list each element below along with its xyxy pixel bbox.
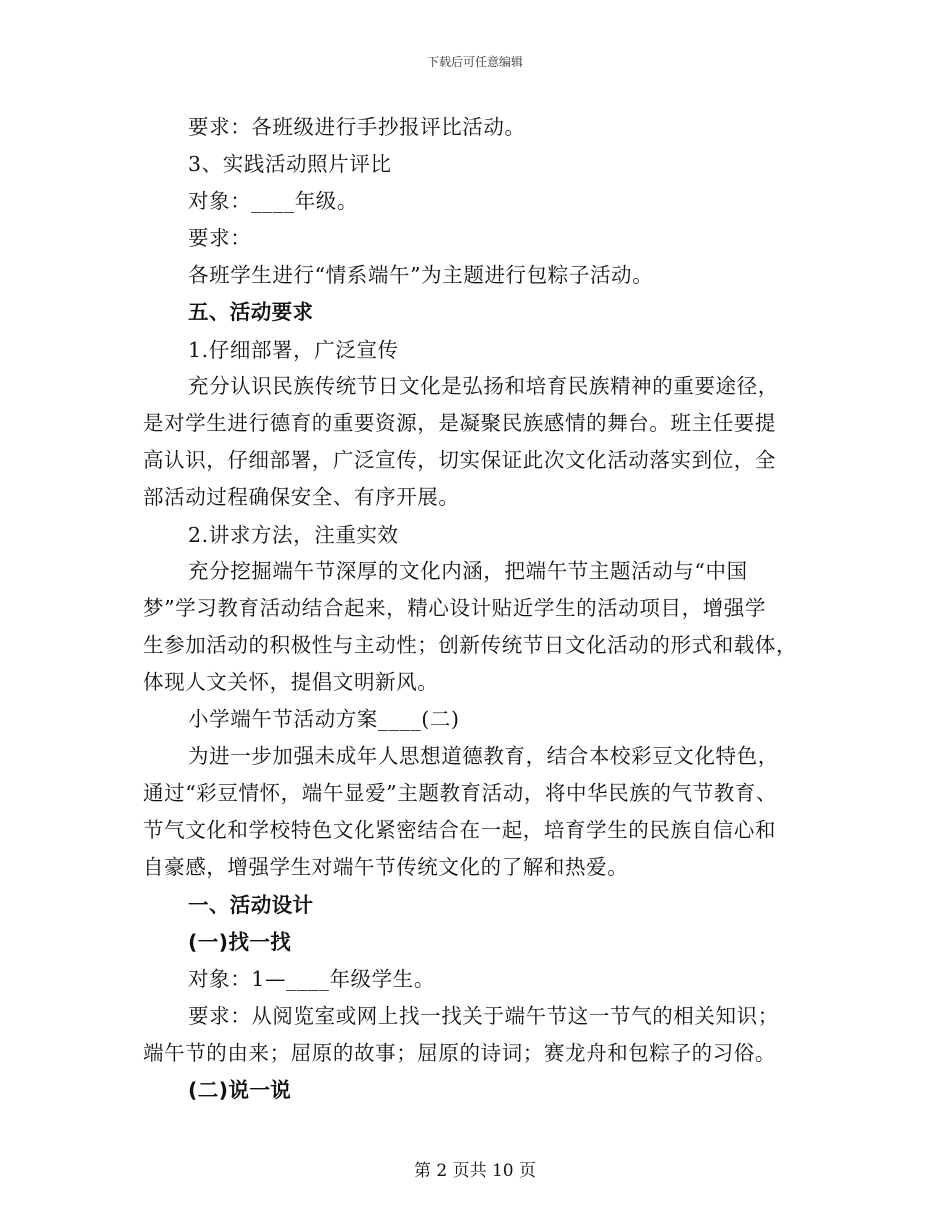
- body-line: 是对学生进行德育的重要资源，是凝聚民族感情的舞台。班主任要提: [143, 411, 776, 435]
- body-line: 生参加活动的积极性与主动性；创新传统节日文化活动的形式和载体，: [143, 633, 798, 657]
- body-line: 小学端午节活动方案____(二): [188, 707, 460, 731]
- body-line: 对象：____年级。: [188, 189, 358, 213]
- subsection-heading: 1.仔细部署，广泛宣传: [188, 338, 399, 362]
- body-line: 端午节的由来；屈原的故事；屈原的诗词；赛龙舟和包粽子的习俗。: [143, 1041, 776, 1065]
- section-heading: 五、活动要求: [188, 300, 314, 324]
- body-line: 要求：: [188, 226, 252, 250]
- section-heading: 一、活动设计: [188, 893, 314, 917]
- body-line: 部活动过程确保安全、有序开展。: [143, 485, 460, 509]
- body-line: 自豪感，增强学生对端午节传统文化的了解和热爱。: [143, 855, 629, 879]
- body-line: 节气文化和学校特色文化紧密结合在一起，培育学生的民族自信心和: [143, 818, 776, 842]
- page-header: 下载后可任意编辑: [426, 55, 523, 69]
- body-line: 要求：从阅览室或网上找一找关于端午节这一节气的相关知识；: [188, 1004, 779, 1028]
- subsection-heading: (二)说一说: [188, 1078, 292, 1102]
- body-line: 各班学生进行“情系端午”为主题进行包粽子活动。: [188, 263, 654, 287]
- body-line: 3、实践活动照片评比: [188, 152, 392, 176]
- body-line: 充分认识民族传统节日文化是弘扬和培育民族精神的重要途径，: [188, 374, 779, 398]
- body-line: 要求：各班级进行手抄报评比活动。: [188, 115, 526, 139]
- body-line: 梦”学习教育活动结合起来，精心设计贴近学生的活动项目，增强学: [143, 596, 766, 620]
- body-line: 充分挖掘端午节深厚的文化内涵，把端午节主题活动与“中国: [188, 559, 748, 583]
- subsection-heading: (一)找一找: [188, 930, 292, 954]
- body-line: 对象：1—____年级学生。: [188, 967, 435, 991]
- body-line: 通过“彩豆情怀，端午显爱”主题教育活动，将中华民族的气节教育、: [143, 781, 778, 805]
- body-line: 为进一步加强未成年人思想道德教育，结合本校彩豆文化特色，: [188, 744, 779, 768]
- page-footer: 第 2 页共 10 页: [413, 1161, 537, 1181]
- body-line: 高认识，仔细部署，广泛宣传，切实保证此次文化活动落实到位，全: [143, 448, 776, 472]
- subsection-heading: 2.讲求方法，注重实效: [188, 523, 399, 547]
- body-line: 体现人文关怀，提倡文明新风。: [143, 670, 439, 694]
